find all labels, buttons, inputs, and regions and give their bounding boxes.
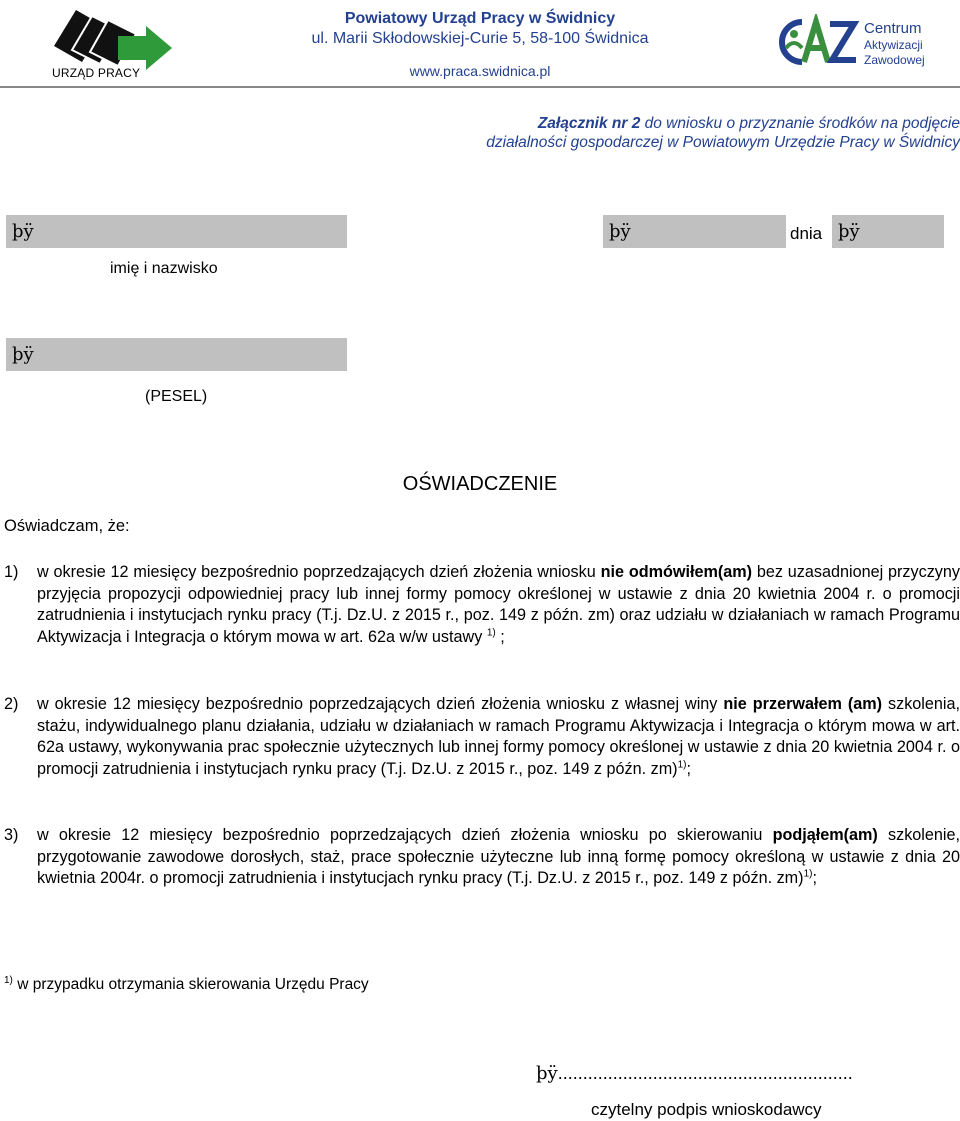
item-footnote-ref: 1): [677, 759, 687, 771]
item-number: 1): [4, 563, 19, 581]
signature-placeholder: þÿ: [536, 1063, 558, 1084]
item-footnote-ref: 1): [803, 868, 813, 880]
statement-title: OŚWIADCZENIE: [402, 473, 558, 495]
item-text-bold: podjąłem(am): [772, 826, 878, 844]
date-field[interactable]: þÿ: [832, 215, 944, 248]
item-text-tail: ;: [495, 627, 505, 646]
org-name: Powiatowy Urząd Pracy w Świdnicy: [344, 10, 616, 27]
item-text-pre: w okresie 12 miesięcy bezpośrednio poprzedzających dzień złożenia wniosku po skierowaniu: [37, 826, 773, 844]
item-text-bold: nie przerwałem (am): [723, 695, 883, 713]
signature-dots: ...........................................................: [557, 1063, 853, 1083]
item-number: 3): [4, 826, 19, 844]
org-address: ul. Marii Skłodowskiej-Curie 5, 58-100 Świdnica: [311, 30, 649, 47]
item-number: 2): [4, 695, 19, 713]
item-text-pre: w okresie 12 miesięcy bezpośrednio poprzedzających dzień złożenia wniosku: [37, 563, 601, 581]
annex-line-2: działalności gospodarczej w Powiatowym Urzędzie Pracy w Świdnicy: [486, 134, 960, 151]
item-text-post: szkolenie, przygotowanie zawodowe dorosłych, staż, prace społecznie użyteczne lub inną formę pomocy określoną w ustawie z dnia 20 kwietnia 2004r. o promocji zatrudnienia i instytucjach rynku pracy (T.j. Dz.U. z 2015 r., poz. 149 z późn. zm): [37, 826, 960, 887]
item-text-tail: ;: [812, 869, 817, 887]
annex-line-1: [538, 115, 960, 133]
org-website: www.praca.swidnica.pl: [409, 63, 551, 79]
item-text-bold: nie odmówiłem(am): [600, 563, 753, 581]
footnote-marker: 1): [4, 974, 13, 986]
item-text-post: szkolenia, stażu, indywidualnego planu działania, udziału w działaniach w ramach Programu Aktywizacja i Integracja o którym mowa w art. 62a ustawy, wykonywania prac społecznie użytecznych lub innej formy pomocy określonej w ustawie z dnia 20 kwietnia 2004 r. o promocji zatrudnienia i instytucjach rynku pracy (T.j. Dz.U. z 2015 r., poz. 149 z późn. zm): [37, 695, 960, 778]
annex-label: Załącznik nr 2: [537, 115, 641, 132]
place-field[interactable]: þÿ: [603, 215, 786, 248]
pesel-caption: (PESEL): [145, 388, 208, 405]
statement-item: [0, 562, 960, 648]
pesel-field[interactable]: þÿ: [6, 338, 347, 371]
caz-logo-line1: Centrum: [864, 20, 922, 37]
date-label: dnia: [790, 224, 823, 243]
item-footnote-ref: 1): [486, 627, 496, 639]
caz-logo-line3: Zawodowej: [864, 53, 925, 67]
item-text-pre: w okresie 12 miesięcy bezpośrednio poprzedzających dzień złożenia wniosku z własnej winy: [37, 695, 724, 713]
logo-left-text: URZĄD PRACY: [52, 66, 141, 80]
item-text-post: bez uzasadnionej przyczyny przyjęcia propozycji odpowiedniej pracy lub innej formy pomocy określonej w ustawie z dnia 20 kwietnia 2004 r. o promocji zatrudnienia i instytucjach rynku pracy (T.j. Dz.U. z 2015 r., poz. 149 z późn. zm) oraz udziału w działaniach w ramach Programu Aktywizacja i Integracja o którym mowa w art. 62a w/w ustawy: [37, 563, 960, 646]
statement-item: [0, 694, 960, 780]
signature-caption: czytelny podpis wnioskodawcy: [591, 1100, 822, 1119]
name-caption: imię i nazwisko: [110, 260, 218, 277]
item-text: [37, 562, 960, 648]
annex-line-1-text: do wniosku o przyznanie środków na podjęcie: [640, 115, 960, 132]
name-field[interactable]: þÿ: [6, 215, 347, 248]
header-divider: [0, 86, 960, 88]
item-text: [37, 694, 960, 780]
footnote-text: w przypadku otrzymania skierowania Urzędu Pracy: [12, 976, 369, 993]
statement-intro: Oświadczam, że:: [4, 517, 130, 535]
item-text-tail: ;: [686, 759, 691, 778]
signature-field[interactable]: [536, 1063, 853, 1084]
item-text: [37, 825, 960, 890]
caz-logo-line2: Aktywizacji: [864, 38, 923, 52]
caz-logo: [772, 14, 932, 70]
statement-item: [0, 825, 960, 890]
footnote: [4, 976, 369, 994]
